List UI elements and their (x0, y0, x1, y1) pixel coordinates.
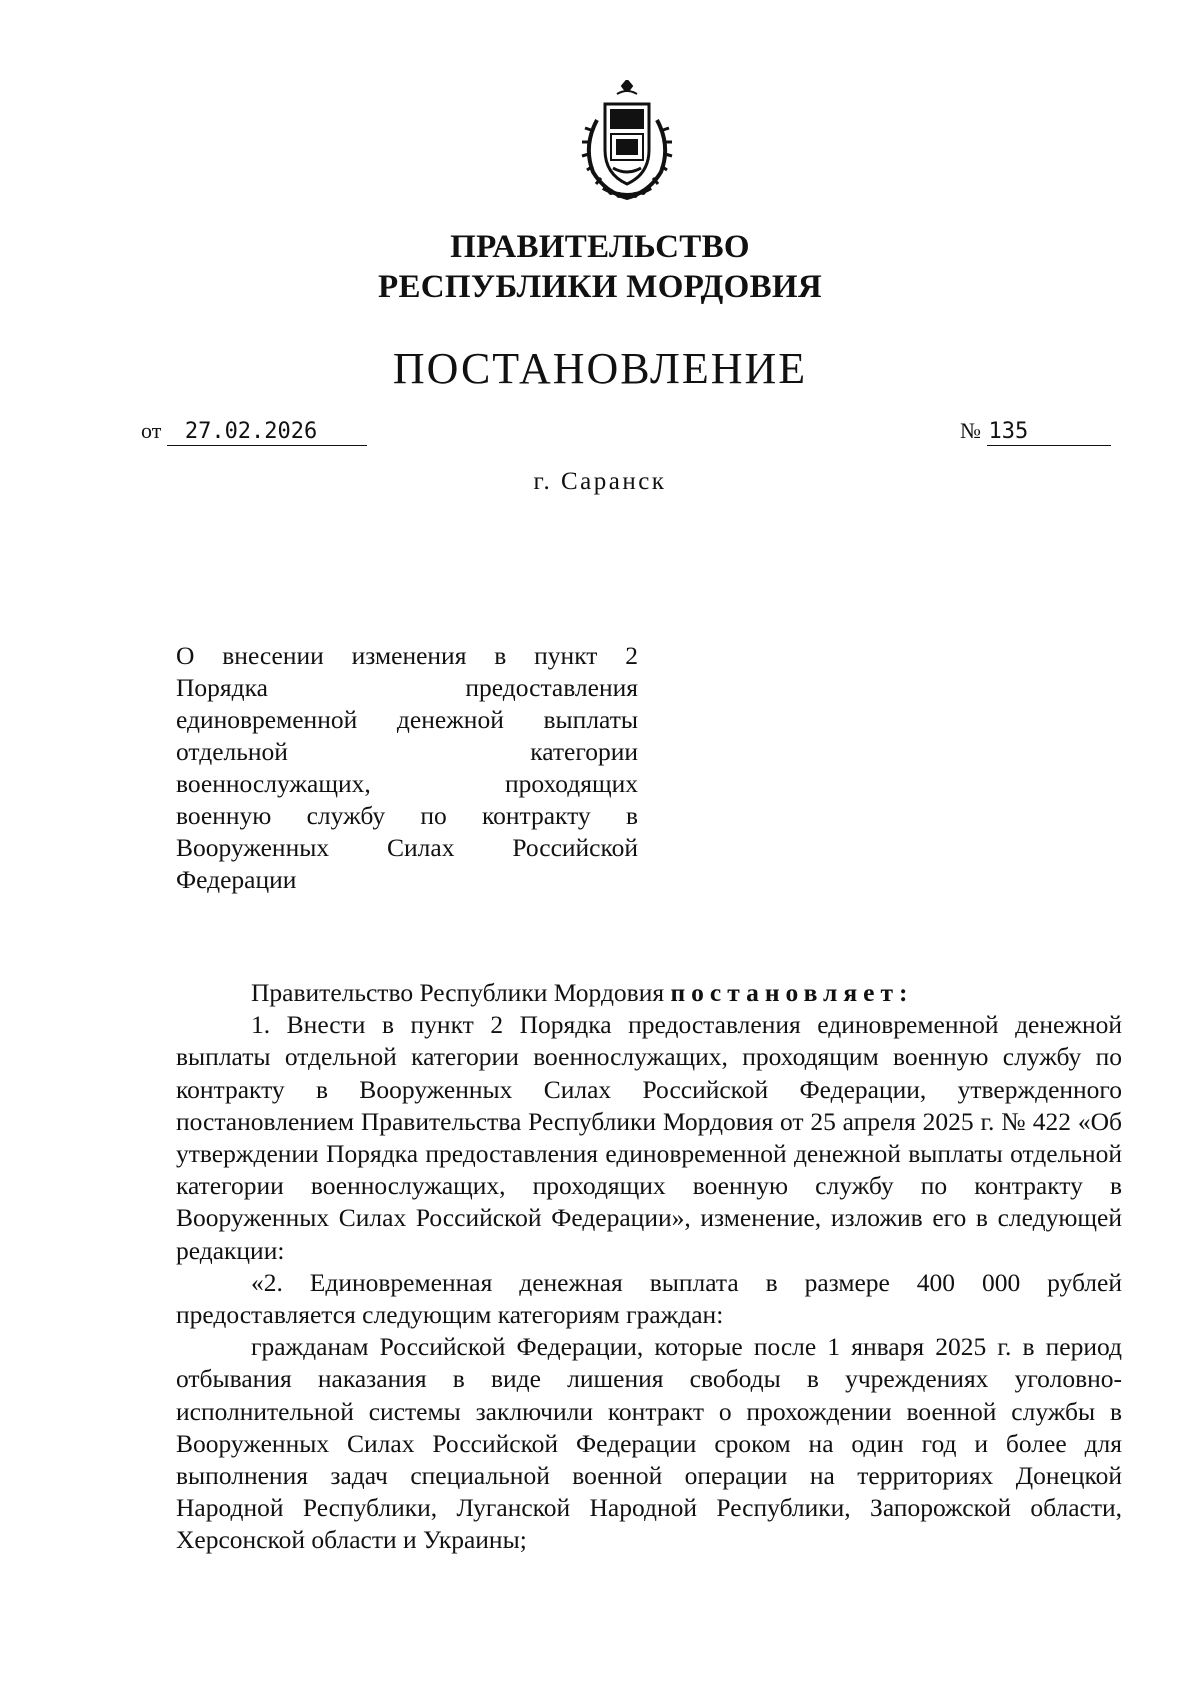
date-label: от (141, 418, 162, 443)
subject-line: военную службу по контракту в (176, 801, 638, 830)
body-paragraph-3: гражданам Российской Федерации, которые после 1 января 2025 г. в период отбывания наказания в виде лишения свободы в учреждениях уголовно-исполнительной системы заключили контракт о прохождении военной службы в Вооруженных Силах Российской Федерации сроком на один год и более для выполнения задач специальной военной операции на территориях Донецкой Народной Республики, Луганской Народной Республики, Запорожской области, Херсонской области и Украины; (176, 1332, 1122, 1555)
subject-line: Федерации (176, 865, 297, 894)
coat-of-arms-icon (567, 80, 687, 208)
organization-name-line2: РЕСПУБЛИКИ МОРДОВИЯ (377, 269, 822, 305)
subject-line: военнослужащих, проходящих (176, 769, 638, 798)
subject-line: единовременной денежной выплаты (176, 705, 638, 734)
body-paragraph-2: «2. Единовременная денежная выплата в размере 400 000 рублей предоставляется следующим категориям граждан: (176, 1267, 1122, 1330)
subject-line: отдельной категории (176, 737, 638, 766)
subject-line: О внесении изменения в пункт 2 (176, 641, 638, 670)
preamble-paragraph (176, 977, 1122, 1009)
number-value: 135 (987, 419, 1111, 446)
preamble-text: Правительство Республики Мордовия (251, 978, 665, 1007)
preamble-keyword: постановляет: (670, 978, 914, 1007)
subject-line: Порядка предоставления (176, 673, 638, 702)
document-date (141, 418, 367, 446)
organization-name-line1: ПРАВИТЕЛЬСТВО (450, 229, 750, 265)
city-name: г. Саранск (533, 468, 667, 495)
document-type-title: ПОСТАНОВЛЕНИЕ (392, 344, 808, 393)
document-number (960, 418, 1111, 446)
document-subject (176, 640, 638, 896)
body-paragraph-1: 1. Внести в пункт 2 Порядка предоставления единовременной денежной выплаты отдельной категории военнослужащих, проходящим военную службу по контракту в Вооруженных Силах Российской Федерации, утвержденного постановлением Правительства Республики Мордовия от 25 апреля 2025 г. № 422 «Об утверждении Порядка предоставления единовременной денежной выплаты отдельной категории военнослужащих, проходящих военную службу по контракту в Вооруженных Силах Российской Федерации», изменение, изложив его в следующей редакции: (176, 1010, 1122, 1265)
subject-line: Вооруженных Силах Российской (176, 833, 638, 862)
number-label: № (960, 418, 981, 443)
document-body (176, 977, 1122, 1557)
date-value: 27.02.2026 (167, 419, 367, 446)
